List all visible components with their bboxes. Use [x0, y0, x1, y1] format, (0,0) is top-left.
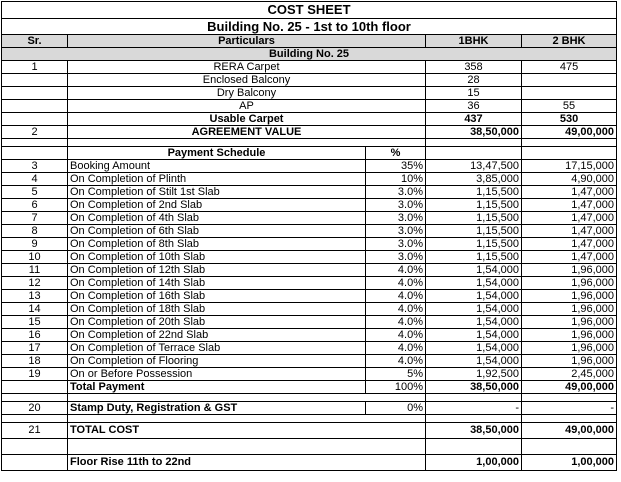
value-2bhk	[522, 87, 617, 100]
value-2bhk: 1,47,000	[522, 238, 617, 251]
sr-cell: 7	[2, 212, 68, 225]
milestone-cell: On Completion of 4th Slab	[68, 212, 366, 225]
milestone-cell: On or Before Possession	[68, 368, 366, 381]
milestone-cell: On Completion of Plinth	[68, 173, 366, 186]
value-1bhk: 1,15,500	[426, 186, 522, 199]
percent-cell: 3.0%	[366, 199, 426, 212]
blank-cell	[68, 439, 426, 455]
value-2bhk: 1,96,000	[522, 316, 617, 329]
blank-cell	[68, 415, 426, 423]
spacer-row	[2, 394, 617, 402]
carpet-row	[2, 87, 617, 100]
value-1bhk	[426, 147, 522, 160]
sr-cell: 8	[2, 225, 68, 238]
sr-cell: 17	[2, 342, 68, 355]
percent-cell: 5%	[366, 368, 426, 381]
value-1bhk: 1,54,000	[426, 329, 522, 342]
stamp-duty-percent: 0%	[366, 402, 426, 415]
value-1bhk: 1,54,000	[426, 277, 522, 290]
total-payment-row	[2, 381, 617, 394]
blank-cell	[522, 139, 617, 147]
value-1bhk: 1,54,000	[426, 290, 522, 303]
value-1bhk: 15	[426, 87, 522, 100]
schedule-row	[2, 173, 617, 186]
blank-cell	[2, 394, 68, 402]
sr-cell: 21	[2, 423, 68, 439]
milestone-cell: Booking Amount	[68, 160, 366, 173]
milestone-cell: On Completion of 16th Slab	[68, 290, 366, 303]
percent-header: %	[366, 147, 426, 160]
header-sr: Sr.	[2, 35, 68, 48]
carpet-row	[2, 100, 617, 113]
sr-cell: 4	[2, 173, 68, 186]
header-1bhk: 1BHK	[426, 35, 522, 48]
total-payment-2bhk: 49,00,000	[522, 381, 617, 394]
percent-cell: 3.0%	[366, 225, 426, 238]
sr-cell	[2, 100, 68, 113]
schedule-header-row	[2, 147, 617, 160]
value-1bhk: 28	[426, 74, 522, 87]
schedule-row	[2, 355, 617, 368]
total-cost-2bhk: 49,00,000	[522, 423, 617, 439]
blank-cell	[2, 139, 68, 147]
sr-cell: 6	[2, 199, 68, 212]
schedule-row	[2, 251, 617, 264]
blank-cell	[426, 394, 522, 402]
cost-sheet-table	[1, 1, 617, 471]
blank-cell	[522, 394, 617, 402]
spacer-row	[2, 139, 617, 147]
title-row	[2, 2, 617, 19]
value-2bhk: 1,96,000	[522, 290, 617, 303]
value-1bhk: 1,15,500	[426, 199, 522, 212]
milestone-cell: On Completion of 6th Slab	[68, 225, 366, 238]
sr-cell	[2, 87, 68, 100]
value-1bhk: 1,54,000	[426, 316, 522, 329]
schedule-row	[2, 277, 617, 290]
sr-cell: 18	[2, 355, 68, 368]
blank-cell	[2, 439, 68, 455]
schedule-row	[2, 186, 617, 199]
value-2bhk: 2,45,000	[522, 368, 617, 381]
blank-cell	[2, 415, 68, 423]
sheet-title: COST SHEET	[2, 2, 617, 19]
blank-cell	[522, 415, 617, 423]
sr-cell: 1	[2, 61, 68, 74]
blank-cell	[522, 439, 617, 455]
sr-cell: 16	[2, 329, 68, 342]
percent-cell: 35%	[366, 160, 426, 173]
building-row	[2, 48, 617, 61]
header-2bhk: 2 BHK	[522, 35, 617, 48]
sr-cell	[2, 74, 68, 87]
stamp-duty-row	[2, 402, 617, 415]
total-cost-row	[2, 423, 617, 439]
floor-rise-label: Floor Rise 11th to 22nd	[68, 455, 426, 471]
particulars-cell: AP	[68, 100, 426, 113]
schedule-row	[2, 290, 617, 303]
total-cost-label: TOTAL COST	[68, 423, 426, 439]
schedule-row	[2, 238, 617, 251]
milestone-cell: On Completion of Stilt 1st Slab	[68, 186, 366, 199]
value-2bhk: 1,47,000	[522, 225, 617, 238]
building-label: Building No. 25	[2, 48, 617, 61]
value-1bhk: 358	[426, 61, 522, 74]
milestone-cell: On Completion of 12th Slab	[68, 264, 366, 277]
header-particulars: Particulars	[68, 35, 426, 48]
value-2bhk: 1,47,000	[522, 251, 617, 264]
value-2bhk: 1,96,000	[522, 342, 617, 355]
value-1bhk: 13,47,500	[426, 160, 522, 173]
percent-cell: 4.0%	[366, 342, 426, 355]
sr-cell	[2, 113, 68, 126]
sr-cell: 14	[2, 303, 68, 316]
percent-cell: 3.0%	[366, 238, 426, 251]
total-payment-label: Total Payment	[68, 381, 366, 394]
value-2bhk: 1,96,000	[522, 264, 617, 277]
sr-cell	[2, 455, 68, 471]
percent-cell: 4.0%	[366, 316, 426, 329]
percent-cell: 3.0%	[366, 251, 426, 264]
schedule-row	[2, 160, 617, 173]
sr-cell	[2, 381, 68, 394]
particulars-cell: Dry Balcony	[68, 87, 426, 100]
sr-cell: 5	[2, 186, 68, 199]
value-1bhk: 1,15,500	[426, 212, 522, 225]
sr-cell: 11	[2, 264, 68, 277]
value-1bhk: 1,15,500	[426, 238, 522, 251]
percent-cell: 4.0%	[366, 329, 426, 342]
particulars-cell: RERA Carpet	[68, 61, 426, 74]
value-2bhk: 1,47,000	[522, 186, 617, 199]
schedule-row	[2, 303, 617, 316]
stamp-duty-1bhk: -	[426, 402, 522, 415]
blank-cell	[68, 139, 426, 147]
spacer-row	[2, 415, 617, 423]
schedule-row	[2, 199, 617, 212]
stamp-duty-label: Stamp Duty, Registration & GST	[68, 402, 366, 415]
subtitle-row	[2, 19, 617, 35]
percent-cell: 3.0%	[366, 212, 426, 225]
blank-cell	[426, 415, 522, 423]
agreement-label: AGREEMENT VALUE	[68, 126, 426, 139]
usable-carpet-row	[2, 113, 617, 126]
percent-cell: 4.0%	[366, 264, 426, 277]
milestone-cell: On Completion of 10th Slab	[68, 251, 366, 264]
schedule-row	[2, 264, 617, 277]
usable-2bhk: 530	[522, 113, 617, 126]
sr-cell: 12	[2, 277, 68, 290]
value-1bhk: 1,54,000	[426, 303, 522, 316]
value-2bhk: 1,96,000	[522, 303, 617, 316]
percent-cell: 10%	[366, 173, 426, 186]
floor-rise-row	[2, 455, 617, 471]
blank-cell	[426, 439, 522, 455]
value-2bhk: 55	[522, 100, 617, 113]
value-1bhk: 1,54,000	[426, 355, 522, 368]
value-2bhk: 1,96,000	[522, 329, 617, 342]
blank-cell	[68, 394, 426, 402]
percent-cell: 4.0%	[366, 290, 426, 303]
floor-rise-1bhk: 1,00,000	[426, 455, 522, 471]
sr-cell	[2, 147, 68, 160]
milestone-cell: On Completion of 8th Slab	[68, 238, 366, 251]
sheet-subtitle: Building No. 25 - 1st to 10th floor	[2, 19, 617, 35]
milestone-cell: On Completion of 22nd Slab	[68, 329, 366, 342]
value-1bhk: 1,15,500	[426, 251, 522, 264]
schedule-row	[2, 342, 617, 355]
sr-cell: 10	[2, 251, 68, 264]
schedule-row	[2, 329, 617, 342]
schedule-row	[2, 316, 617, 329]
stamp-duty-2bhk: -	[522, 402, 617, 415]
value-1bhk: 1,92,500	[426, 368, 522, 381]
sr-cell: 9	[2, 238, 68, 251]
milestone-cell: On Completion of Flooring	[68, 355, 366, 368]
floor-rise-2bhk: 1,00,000	[522, 455, 617, 471]
agreement-1bhk: 38,50,000	[426, 126, 522, 139]
total-cost-1bhk: 38,50,000	[426, 423, 522, 439]
header-row	[2, 35, 617, 48]
value-2bhk: 475	[522, 61, 617, 74]
total-payment-percent: 100%	[366, 381, 426, 394]
carpet-row	[2, 74, 617, 87]
total-payment-1bhk: 38,50,000	[426, 381, 522, 394]
value-1bhk: 1,15,500	[426, 225, 522, 238]
agreement-row	[2, 126, 617, 139]
value-2bhk: 1,96,000	[522, 355, 617, 368]
value-2bhk: 4,90,000	[522, 173, 617, 186]
cost-sheet	[1, 1, 616, 471]
milestone-cell: On Completion of 14th Slab	[68, 277, 366, 290]
value-1bhk: 36	[426, 100, 522, 113]
schedule-row	[2, 225, 617, 238]
value-2bhk	[522, 147, 617, 160]
percent-cell: 4.0%	[366, 277, 426, 290]
value-2bhk: 1,47,000	[522, 212, 617, 225]
percent-cell: 3.0%	[366, 186, 426, 199]
value-1bhk: 1,54,000	[426, 342, 522, 355]
sr-cell: 2	[2, 126, 68, 139]
value-1bhk: 3,85,000	[426, 173, 522, 186]
value-2bhk: 1,96,000	[522, 277, 617, 290]
milestone-cell: On Completion of 18th Slab	[68, 303, 366, 316]
sr-cell: 19	[2, 368, 68, 381]
value-2bhk: 17,15,000	[522, 160, 617, 173]
sr-cell: 13	[2, 290, 68, 303]
usable-1bhk: 437	[426, 113, 522, 126]
particulars-cell: Enclosed Balcony	[68, 74, 426, 87]
milestone-cell: On Completion of 2nd Slab	[68, 199, 366, 212]
agreement-2bhk: 49,00,000	[522, 126, 617, 139]
usable-carpet-label: Usable Carpet	[68, 113, 426, 126]
percent-cell: 4.0%	[366, 303, 426, 316]
carpet-row	[2, 61, 617, 74]
spacer-row	[2, 439, 617, 455]
value-2bhk: 1,47,000	[522, 199, 617, 212]
blank-cell	[426, 139, 522, 147]
value-1bhk: 1,54,000	[426, 264, 522, 277]
schedule-row	[2, 368, 617, 381]
payment-schedule-label: Payment Schedule	[68, 147, 366, 160]
milestone-cell: On Completion of 20th Slab	[68, 316, 366, 329]
sr-cell: 20	[2, 402, 68, 415]
value-2bhk	[522, 74, 617, 87]
schedule-row	[2, 212, 617, 225]
sr-cell: 3	[2, 160, 68, 173]
sr-cell: 15	[2, 316, 68, 329]
percent-cell: 4.0%	[366, 355, 426, 368]
milestone-cell: On Completion of Terrace Slab	[68, 342, 366, 355]
